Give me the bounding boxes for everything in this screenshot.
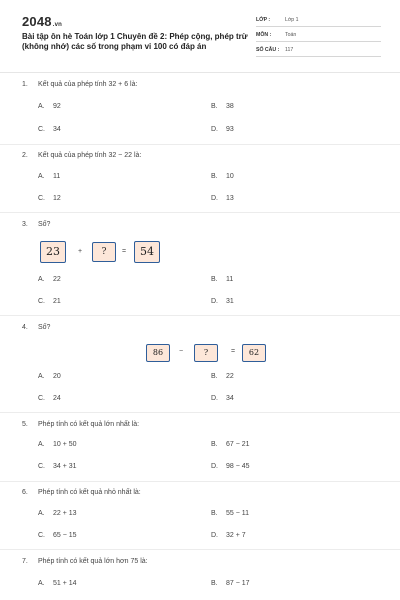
equation-box-first: 23 — [40, 241, 66, 263]
meta-count-row — [256, 44, 381, 57]
option-d[interactable]: D. 13 — [211, 195, 234, 202]
equation-equals: = — [231, 348, 236, 355]
logo-domain: .vn — [52, 22, 63, 28]
option-b[interactable]: B. 11 — [211, 276, 234, 283]
question-separator — [0, 549, 400, 550]
question-text: Phép tính có kết quả lớn hơn 75 là: — [38, 558, 148, 565]
document-title: Bài tập ôn hè Toán lớp 1 Chuyên đề 2: Phép cộng, phép trừ (không nhớ) các số trong phạm vi 100 có đáp án — [22, 32, 248, 51]
equation-box-result: 62 — [242, 344, 266, 362]
option-d[interactable]: D. 34 — [211, 395, 234, 402]
meta-value: Lớp 1 — [285, 17, 299, 23]
option-b[interactable]: B. 22 — [211, 373, 234, 380]
question-text: Phép tính có kết quả nhỏ nhất là: — [38, 489, 141, 496]
option-d[interactable]: D. 93 — [211, 126, 234, 133]
equation-box-unknown[interactable]: ? — [92, 242, 116, 262]
option-a[interactable]: A. 22 + 13 — [38, 510, 77, 517]
header-divider — [0, 72, 400, 73]
option-b[interactable]: B. 10 — [211, 173, 234, 180]
worksheet-header — [0, 0, 400, 70]
meta-value: Toán — [285, 32, 297, 38]
option-c[interactable]: C. 34 — [38, 126, 61, 133]
logo-main: 2048 — [22, 14, 52, 29]
question-text: Số? — [38, 221, 51, 228]
question-number: 3. — [22, 221, 28, 228]
option-c[interactable]: C. 65 − 15 — [38, 532, 77, 539]
meta-value: 117 — [285, 47, 294, 53]
option-b[interactable]: B. 38 — [211, 103, 234, 110]
equation-box-result: 54 — [134, 241, 160, 263]
meta-class-row — [256, 14, 381, 27]
meta-subject-row — [256, 29, 381, 42]
question-text: Phép tính có kết quả lớn nhất là: — [38, 421, 140, 428]
question-number: 2. — [22, 152, 28, 159]
equation-operator: + — [78, 248, 83, 255]
meta-key: LỚP : — [256, 17, 271, 23]
question-separator — [0, 315, 400, 316]
option-d[interactable]: D. 32 + 7 — [211, 532, 246, 539]
question-separator — [0, 412, 400, 413]
question-text: Số? — [38, 324, 51, 331]
equation-box-unknown[interactable]: ? — [194, 344, 218, 362]
option-a[interactable]: A. 22 — [38, 276, 61, 283]
option-b[interactable]: B. 55 − 11 — [211, 510, 250, 517]
question-number: 1. — [22, 81, 28, 88]
option-d[interactable]: D. 98 − 45 — [211, 463, 250, 470]
meta-key: MÔN : — [256, 32, 272, 38]
option-a[interactable]: A. 11 — [38, 173, 61, 180]
option-b[interactable]: B. 67 − 21 — [211, 441, 250, 448]
meta-key: SỐ CÂU : — [256, 47, 280, 53]
question-separator — [0, 212, 400, 213]
equation-equals: = — [122, 248, 127, 255]
option-b[interactable]: B. 87 − 17 — [211, 580, 250, 587]
question-text: Kết quả của phép tính 32 + 6 là: — [38, 81, 138, 88]
equation-box-first: 86 — [146, 344, 170, 362]
option-d[interactable]: D. 31 — [211, 298, 234, 305]
option-a[interactable]: A. 92 — [38, 103, 61, 110]
option-c[interactable]: C. 12 — [38, 195, 61, 202]
question-number: 4. — [22, 324, 28, 331]
question-text: Kết quả của phép tính 32 − 22 là: — [38, 152, 142, 159]
question-number: 7. — [22, 558, 28, 565]
equation-operator: − — [179, 348, 184, 355]
site-logo[interactable] — [22, 14, 62, 29]
option-a[interactable]: A. 10 + 50 — [38, 441, 77, 448]
question-number: 6. — [22, 489, 28, 496]
option-c[interactable]: C. 24 — [38, 395, 61, 402]
option-a[interactable]: A. 51 + 14 — [38, 580, 77, 587]
question-number: 5. — [22, 421, 28, 428]
option-a[interactable]: A. 20 — [38, 373, 61, 380]
question-separator — [0, 144, 400, 145]
question-separator — [0, 481, 400, 482]
option-c[interactable]: C. 34 + 31 — [38, 463, 77, 470]
option-c[interactable]: C. 21 — [38, 298, 61, 305]
